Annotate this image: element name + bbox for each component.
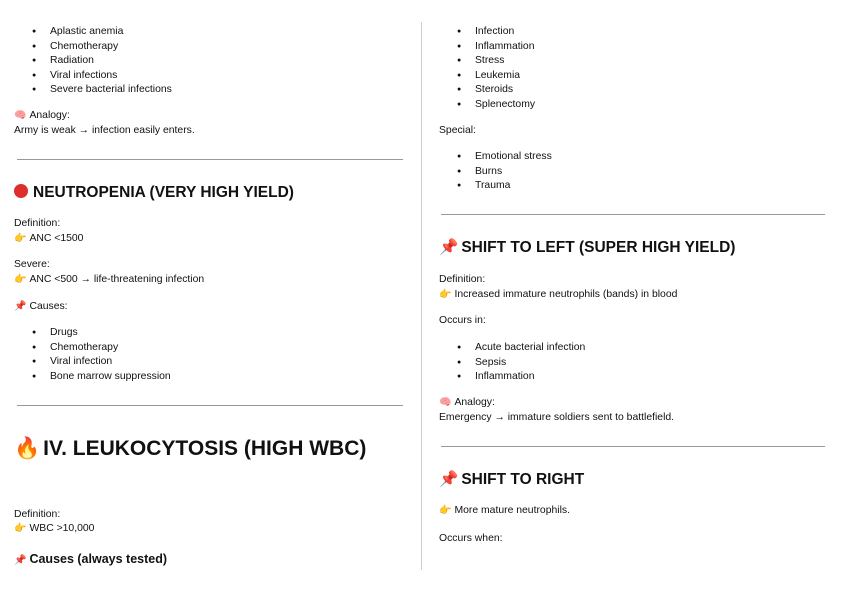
list-item: ● Stress — [439, 54, 535, 69]
fire-icon: 🔥 — [14, 437, 41, 460]
list-item: ● Splenectomy — [439, 98, 535, 113]
list-item: ● Chemotherapy — [14, 341, 171, 356]
list-item: ● Inflammation — [439, 40, 535, 55]
list-item: ● Viral infection — [14, 355, 171, 370]
causes-heading: 📌 Causes (always tested) — [14, 551, 167, 569]
neutropenia-causes-list — [14, 326, 171, 384]
section-divider — [441, 214, 825, 215]
leukocytosis-heading: 🔥 IV. LEUKOCYTOSIS (HIGH WBC) — [14, 433, 374, 465]
definition-label: Definition: — [14, 509, 61, 520]
brain-icon: 🧠 — [439, 397, 452, 408]
list-item: ● Infection — [439, 25, 535, 40]
analogy-text: Army is weak → infection easily enters. — [14, 125, 195, 136]
definition-label: Definition: — [439, 274, 486, 285]
list-item: ● Viral infections — [14, 69, 172, 84]
point-right-icon: 👉 — [439, 505, 452, 516]
shift-left-heading: 📌 SHIFT TO LEFT (SUPER HIGH YIELD) — [439, 239, 736, 256]
list-item: ● Acute bacterial infection — [439, 341, 585, 356]
occurs-when-label: Occurs when: — [439, 533, 503, 544]
definition-value: 👉 Increased immature neutrophils (bands) in blood — [439, 288, 677, 303]
point-right-icon: 👉 — [439, 289, 452, 300]
red-circle-icon — [14, 184, 28, 198]
definition-value: 👉 ANC <1500 — [14, 232, 83, 247]
pushpin-icon: 📌 — [14, 555, 27, 566]
point-right-icon: 👉 — [14, 274, 27, 285]
list-item: ● Steroids — [439, 83, 535, 98]
list-item: ● Radiation — [14, 54, 172, 69]
special-label: Special: — [439, 125, 476, 136]
list-item: ● Emotional stress — [439, 150, 552, 165]
list-item: ● Sepsis — [439, 356, 585, 371]
point-right-icon: 👉 — [14, 233, 27, 244]
bone-marrow-causes-list — [14, 25, 172, 98]
definition-label: Definition: — [14, 218, 61, 229]
severe-label: Severe: — [14, 259, 50, 270]
analogy-label: 🧠 Analogy: — [14, 109, 70, 124]
pushpin-icon: 📌 — [439, 471, 459, 488]
severe-value: 👉 ANC <500 → life-threatening infection — [14, 273, 204, 288]
list-item: ● Inflammation — [439, 370, 585, 385]
list-item: ● Chemotherapy — [14, 40, 172, 55]
section-divider — [17, 405, 403, 406]
pushpin-icon: 📌 — [439, 239, 459, 256]
definition-value: 👉 WBC >10,000 — [14, 522, 94, 537]
column-divider — [421, 22, 422, 570]
list-item: ● Severe bacterial infections — [14, 83, 172, 98]
section-divider — [17, 159, 403, 160]
causes-label: 📌 Causes: — [14, 300, 68, 315]
occurs-in-label: Occurs in: — [439, 315, 486, 326]
shift-right-point: 👉 More mature neutrophils. — [439, 504, 570, 519]
shift-left-occurs-list — [439, 341, 585, 385]
shift-right-heading: 📌 SHIFT TO RIGHT — [439, 471, 585, 488]
pushpin-icon: 📌 — [14, 301, 27, 312]
leukocytosis-causes-list — [439, 25, 535, 112]
analogy-label: 🧠 Analogy: — [439, 396, 495, 411]
list-item: ● Drugs — [14, 326, 171, 341]
list-item: ● Bone marrow suppression — [14, 370, 171, 385]
list-item: ● Aplastic anemia — [14, 25, 172, 40]
list-item: ● Leukemia — [439, 69, 535, 84]
analogy-text: Emergency → immature soldiers sent to battlefield. — [439, 412, 675, 423]
brain-icon: 🧠 — [14, 110, 27, 121]
list-item: ● Burns — [439, 165, 552, 180]
point-right-icon: 👉 — [14, 523, 27, 534]
section-divider — [441, 446, 825, 447]
list-item: ● Trauma — [439, 179, 552, 194]
neutropenia-heading: NEUTROPENIA (VERY HIGH YIELD) — [14, 183, 294, 203]
special-list — [439, 150, 552, 194]
